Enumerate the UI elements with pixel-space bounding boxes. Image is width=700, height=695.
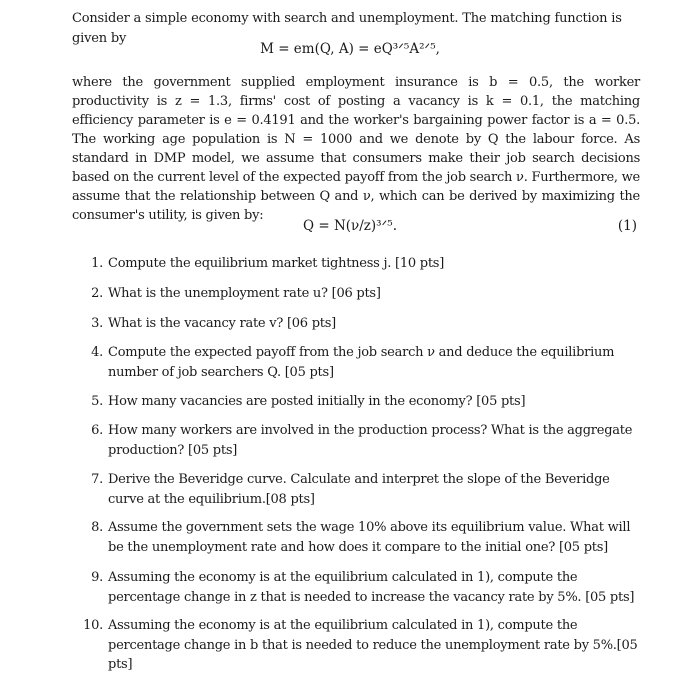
question-number: 3. bbox=[91, 316, 103, 331]
question-number: 2. bbox=[91, 286, 103, 301]
question-item bbox=[87, 568, 642, 607]
question-item bbox=[87, 470, 642, 509]
question-text: Compute the expected payoff from the job search ν and deduce the equilibrium number of job searchers Q. [05 pts] bbox=[108, 345, 615, 380]
question-number: 8. bbox=[91, 520, 103, 535]
question-item bbox=[87, 421, 642, 460]
labour-force-equation: Q = N(ν/z)³ᐟ⁵. bbox=[302, 218, 397, 234]
question-number: 10. bbox=[83, 618, 103, 633]
question-item bbox=[87, 392, 642, 412]
question-item bbox=[87, 254, 642, 274]
question-text: Derive the Beveridge curve. Calculate and interpret the slope of the Beveridge curve at the equilibrium.[08 pts] bbox=[108, 472, 610, 507]
question-text: How many workers are involved in the production process? What is the aggregate production? [05 pts] bbox=[108, 423, 633, 458]
intro-text: Consider a simple economy with search and unemployment. The matching function is given by bbox=[72, 11, 622, 46]
question-text: Assume the government sets the wage 10% above its equilibrium value. What will be the unemployment rate and how does it compare to the initial one? [05 pts] bbox=[108, 520, 631, 555]
matching-function-equation: M = em(Q, A) = eQ³ᐟ⁵A²ᐟ⁵, bbox=[260, 41, 440, 57]
question-item bbox=[87, 518, 642, 557]
question-text: Compute the equilibrium market tightness j. [10 pts] bbox=[108, 256, 445, 271]
model-description-paragraph: where the government supplied employment insurance is b = 0.5, the worker productivity is z = 1.3, firms' cost of posting a vacancy is k = 0.1, the matching efficiency parameter is e = 0.4191 and the worker's bargaining power factor is a = 0.5. The working age population is N = 1000 and we denote by Q the labour force. As standard in DMP model, we assume that consumers make their job search decisions based on the current level of the expected payoff from the job search ν. Furthermore, we assume that the relationship between Q and ν, which can be derived by maximizing the consumer's utility, is given by: bbox=[72, 75, 640, 223]
equation-number: (1) bbox=[617, 218, 637, 234]
question-text: Assuming the economy is at the equilibrium calculated in 1), compute the percentage change in b that is needed to reduce the unemployment rate by 5%.[05 pts] bbox=[108, 618, 638, 672]
question-item bbox=[83, 616, 642, 675]
question-number: 9. bbox=[91, 570, 103, 585]
question-text: Assuming the economy is at the equilibrium calculated in 1), compute the percentage change in z that is needed to increase the vacancy rate by 5%. [05 pts] bbox=[108, 570, 635, 605]
question-text: What is the unemployment rate u? [06 pts] bbox=[108, 286, 381, 301]
question-number: 7. bbox=[91, 472, 103, 487]
question-item bbox=[87, 343, 642, 382]
question-number: 6. bbox=[91, 423, 103, 438]
question-text: How many vacancies are posted initially in the economy? [05 pts] bbox=[108, 394, 526, 409]
question-item bbox=[87, 314, 642, 334]
question-number: 1. bbox=[91, 256, 103, 271]
question-number: 5. bbox=[91, 394, 103, 409]
question-item bbox=[87, 284, 642, 304]
question-text: What is the vacancy rate v? [06 pts] bbox=[108, 316, 336, 331]
question-number: 4. bbox=[91, 345, 103, 360]
